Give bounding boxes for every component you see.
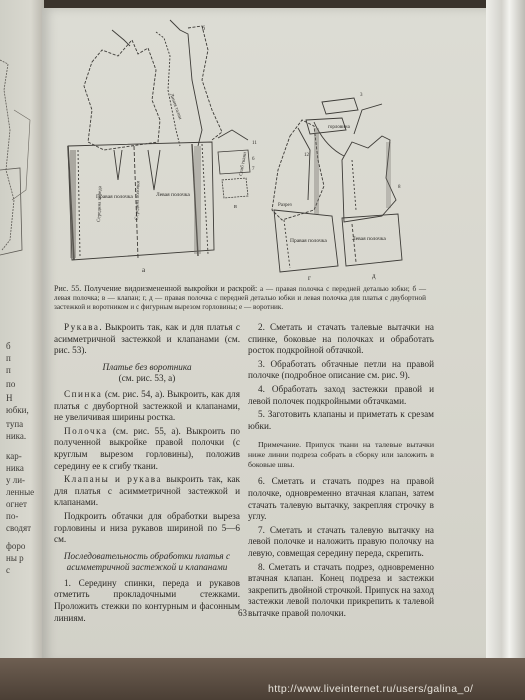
paragraph-klapany: Клапаны и рукава выкроить так, как для платья с асимметричной застежкой и клапанами.	[54, 474, 240, 508]
fig-letter-a: а	[142, 266, 146, 274]
fig-num-11: 11	[252, 141, 257, 146]
paragraph-note: Примечание. Припуск ткани на талевые вытачки ниже линии подреза собрать в сборку или заложить в боковые швы.	[248, 440, 434, 470]
fig-num-3: 3	[360, 93, 363, 98]
paragraph-step-8: 8. Сметать и стачать подрез, одновременно втачная клапан. Конец подреза и застежки закрепить двойной строчкой. Припуск на заход застежки левой полочки прикрепить к талевой вытачке правой полочки.	[248, 561, 434, 618]
fig-label-razrez: Разрез	[278, 203, 292, 208]
left-page-pattern-drawing	[0, 50, 44, 310]
paragraph-spinka: Спинка (см. рис. 54, а). Выкроить, как для платья с двубортной застежкой и клапанами, не увеличивая ширины ростка.	[54, 388, 240, 423]
fig-letter-d: д	[372, 272, 376, 280]
fig-num-7: 7	[252, 167, 255, 172]
paragraph-step-5: 5. Заготовить клапаны и приметать к срезам юбки.	[248, 409, 434, 431]
left-page-text: сводят	[6, 523, 32, 533]
left-page-text: кар-	[6, 451, 22, 461]
fig-label-levaya-polochka-r: Левая полочка	[352, 236, 386, 242]
page-number: 63	[238, 608, 247, 618]
paragraph-step-3: 3. Обработать обтачные петли на правой полочке (подробное описание см. рис. 9).	[248, 358, 434, 381]
fig-label-linia-talii: Линия талии	[168, 92, 183, 121]
fig-label-pravaya-polochka: Правая полочка	[96, 194, 133, 200]
fig-num-8: 8	[398, 185, 401, 190]
left-page-text: тупа	[6, 419, 24, 429]
fig-label-gorlovina: горловина	[328, 125, 350, 130]
left-page-text: п	[6, 353, 11, 363]
paragraph-step-1: 1. Середину спинки, переда и рукавов отметить прокладочными стежками. Проложить стежки по контурным и фасонным линиям.	[54, 577, 240, 623]
paragraph-step-2: 2. Сметать и стачать талевые вытачки на спинке, боковые на полочках и обработать росток подкройной обтачкой.	[248, 322, 434, 356]
paragraph-step-7: 7. Сметать и стачать талевую вытачку на левой полочке и наложить правую полочку на левую, совмещая середину переда, скрепить.	[248, 524, 434, 558]
left-text-column	[54, 322, 240, 626]
left-page-text: ны р	[6, 553, 24, 563]
fig-label-pravaya-polochka-r: Правая полочка	[290, 238, 327, 244]
left-page-text: форо	[6, 541, 26, 551]
fig-label-seredina-speredi: Середина переда	[97, 185, 104, 223]
fig-label-seredina-polochki: Середина полочки	[135, 180, 142, 221]
left-page-text: б	[6, 341, 11, 351]
left-page-text: у ли-	[6, 475, 26, 485]
caption-body: а — правая полочка с передней деталью юбки; б — левая полочка; в — клапан; г, д — правая полочка с передней деталью юбки и левая полочка для платья с двубортной застежкой и воротником и с фигурным вырезом горловины; е — воротник.	[54, 285, 427, 311]
left-page-text: ленные	[6, 487, 35, 497]
right-text-column	[248, 322, 434, 621]
left-page-text: Н	[6, 393, 13, 403]
left-facing-page	[0, 0, 44, 700]
fig-num-12: 12	[304, 153, 309, 158]
watermark-url: http://www.liveinternet.ru/users/galina_o/	[268, 683, 474, 695]
page-stack-edge	[486, 0, 525, 660]
pattern-figure	[52, 10, 422, 282]
subheading-ref: (см. рис. 53, а)	[118, 373, 176, 384]
subheading-sequence: Последовательность обработки платья с асимметричной застежкой и клапанами	[63, 550, 231, 573]
paragraph-polochka: Полочка (см. рис. 55, а). Выкроить по полученной выкройке правой полочки (с круглым вырезом горловины), положив середину ее к сгибу ткани.	[54, 425, 240, 471]
fig-label-sgib-tkani: Сгиб ткани	[239, 151, 249, 177]
fig-letter-g: г	[308, 274, 311, 282]
left-page-text: огнет	[6, 499, 27, 509]
fig-num-6: 6	[252, 157, 255, 162]
caption-lead: Рис. 55. Получение видоизмененной выкройки и раскрой:	[54, 284, 258, 293]
paragraph-step-6: 6. Сметать и стачать подрез на правой полочке, одновременно втачная клапан, затем стачать талевую вытачку, закрепляя строчку в углу.	[248, 476, 434, 522]
left-page-text: ника.	[6, 431, 27, 441]
subheading-platie: Платье без воротника	[102, 361, 192, 372]
fig-label-levaya-polochka: Левая полочка	[156, 192, 190, 198]
left-page-text: с	[6, 565, 10, 575]
fig-letter-v: в	[234, 204, 237, 210]
paragraph-rukava: Рукава. Выкроить так, как и для платья с асимметричной застежкой и клапанами (см. рис. 53).	[54, 322, 240, 356]
paragraph-obtachki: Подкроить обтачки для обработки выреза горловины и низа рукавов шириной по 5—6 см.	[54, 510, 240, 545]
fig-letter-b: б	[202, 26, 206, 32]
left-page-text: по	[6, 379, 16, 389]
left-page-text: по-	[6, 511, 19, 521]
figure-caption	[54, 284, 426, 312]
left-page-text: ника	[6, 463, 24, 473]
left-page-text: юбки,	[6, 405, 29, 415]
paragraph-step-4: 4. Обработать заход застежки правой и левой полочек подкройными обтачками.	[248, 383, 434, 406]
left-page-text: п	[6, 365, 11, 375]
